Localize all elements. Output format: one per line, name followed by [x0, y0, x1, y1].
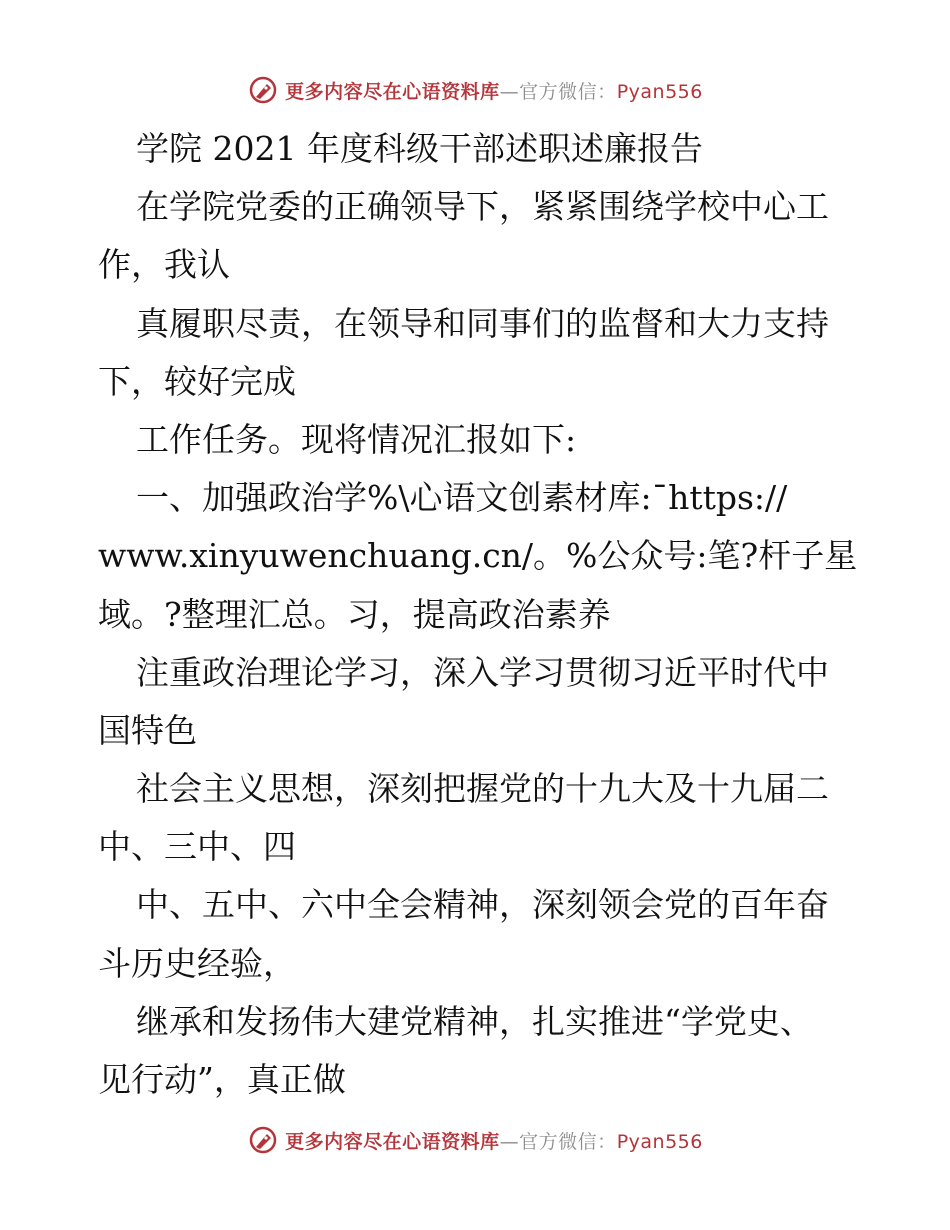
pen-nib-logo-icon: [247, 74, 279, 106]
paragraph-line: 真履职尽责，在领导和同事们的监督和大力支持: [136, 303, 829, 343]
paragraph-line: 域。?整理汇总。习，提高政治素养: [98, 594, 611, 634]
watermark-prefix: 更多内容尽在心语资料库: [285, 1130, 500, 1153]
paragraph-line: 工作任务。现将情况汇报如下:: [136, 419, 577, 459]
watermark-suffix: 官方微信：: [519, 1130, 617, 1153]
document-body: [98, 120, 858, 1109]
paragraph-line: www.xinyuwenchuang.cn/。%公众号:笔?杆子星: [98, 536, 858, 576]
watermark-text: [285, 77, 703, 104]
watermark-separator: —: [499, 1130, 520, 1153]
watermark-suffix: 官方微信：: [519, 80, 617, 103]
watermark-handle: Pyan556: [616, 80, 703, 103]
paragraph-line: 中、五中、六中全会精神，深刻领会党的百年奋: [136, 885, 829, 925]
watermark-text: [285, 1127, 703, 1154]
watermark-banner-bottom: [0, 1120, 950, 1160]
paragraph-line: 注重政治理论学习，深入学习贯彻习近平时代中: [136, 652, 829, 692]
paragraph-line: 见行动”，真正做: [98, 1060, 346, 1099]
paragraph-line: 社会主义思想，深刻把握党的十九大及十九届二: [136, 769, 829, 809]
paragraph-line: 斗历史经验，: [98, 943, 296, 983]
watermark-prefix: 更多内容尽在心语资料库: [285, 80, 500, 103]
pen-nib-logo-icon: [247, 1124, 279, 1156]
watermark-handle: Pyan556: [616, 1130, 703, 1153]
section-heading-line: 一、加强政治学%\心语文创素材库:¯https://: [136, 478, 788, 518]
paragraph-line: 下，较好完成: [98, 361, 296, 401]
paragraph-line: 继承和发扬伟大建党精神，扎实推进“学党史、: [136, 1001, 813, 1041]
paragraph-line: 国特色: [98, 710, 197, 750]
paragraph-line: 中、三中、四: [98, 827, 296, 867]
watermark-banner-top: [0, 70, 950, 110]
document-title: 学院 2021 年度科级干部述职述廉报告: [136, 129, 703, 168]
paragraph-line: 在学院党委的正确领导下，紧紧围绕学校中心工: [136, 187, 829, 227]
paragraph-line: 作，我认: [98, 245, 230, 285]
watermark-separator: —: [499, 80, 520, 103]
